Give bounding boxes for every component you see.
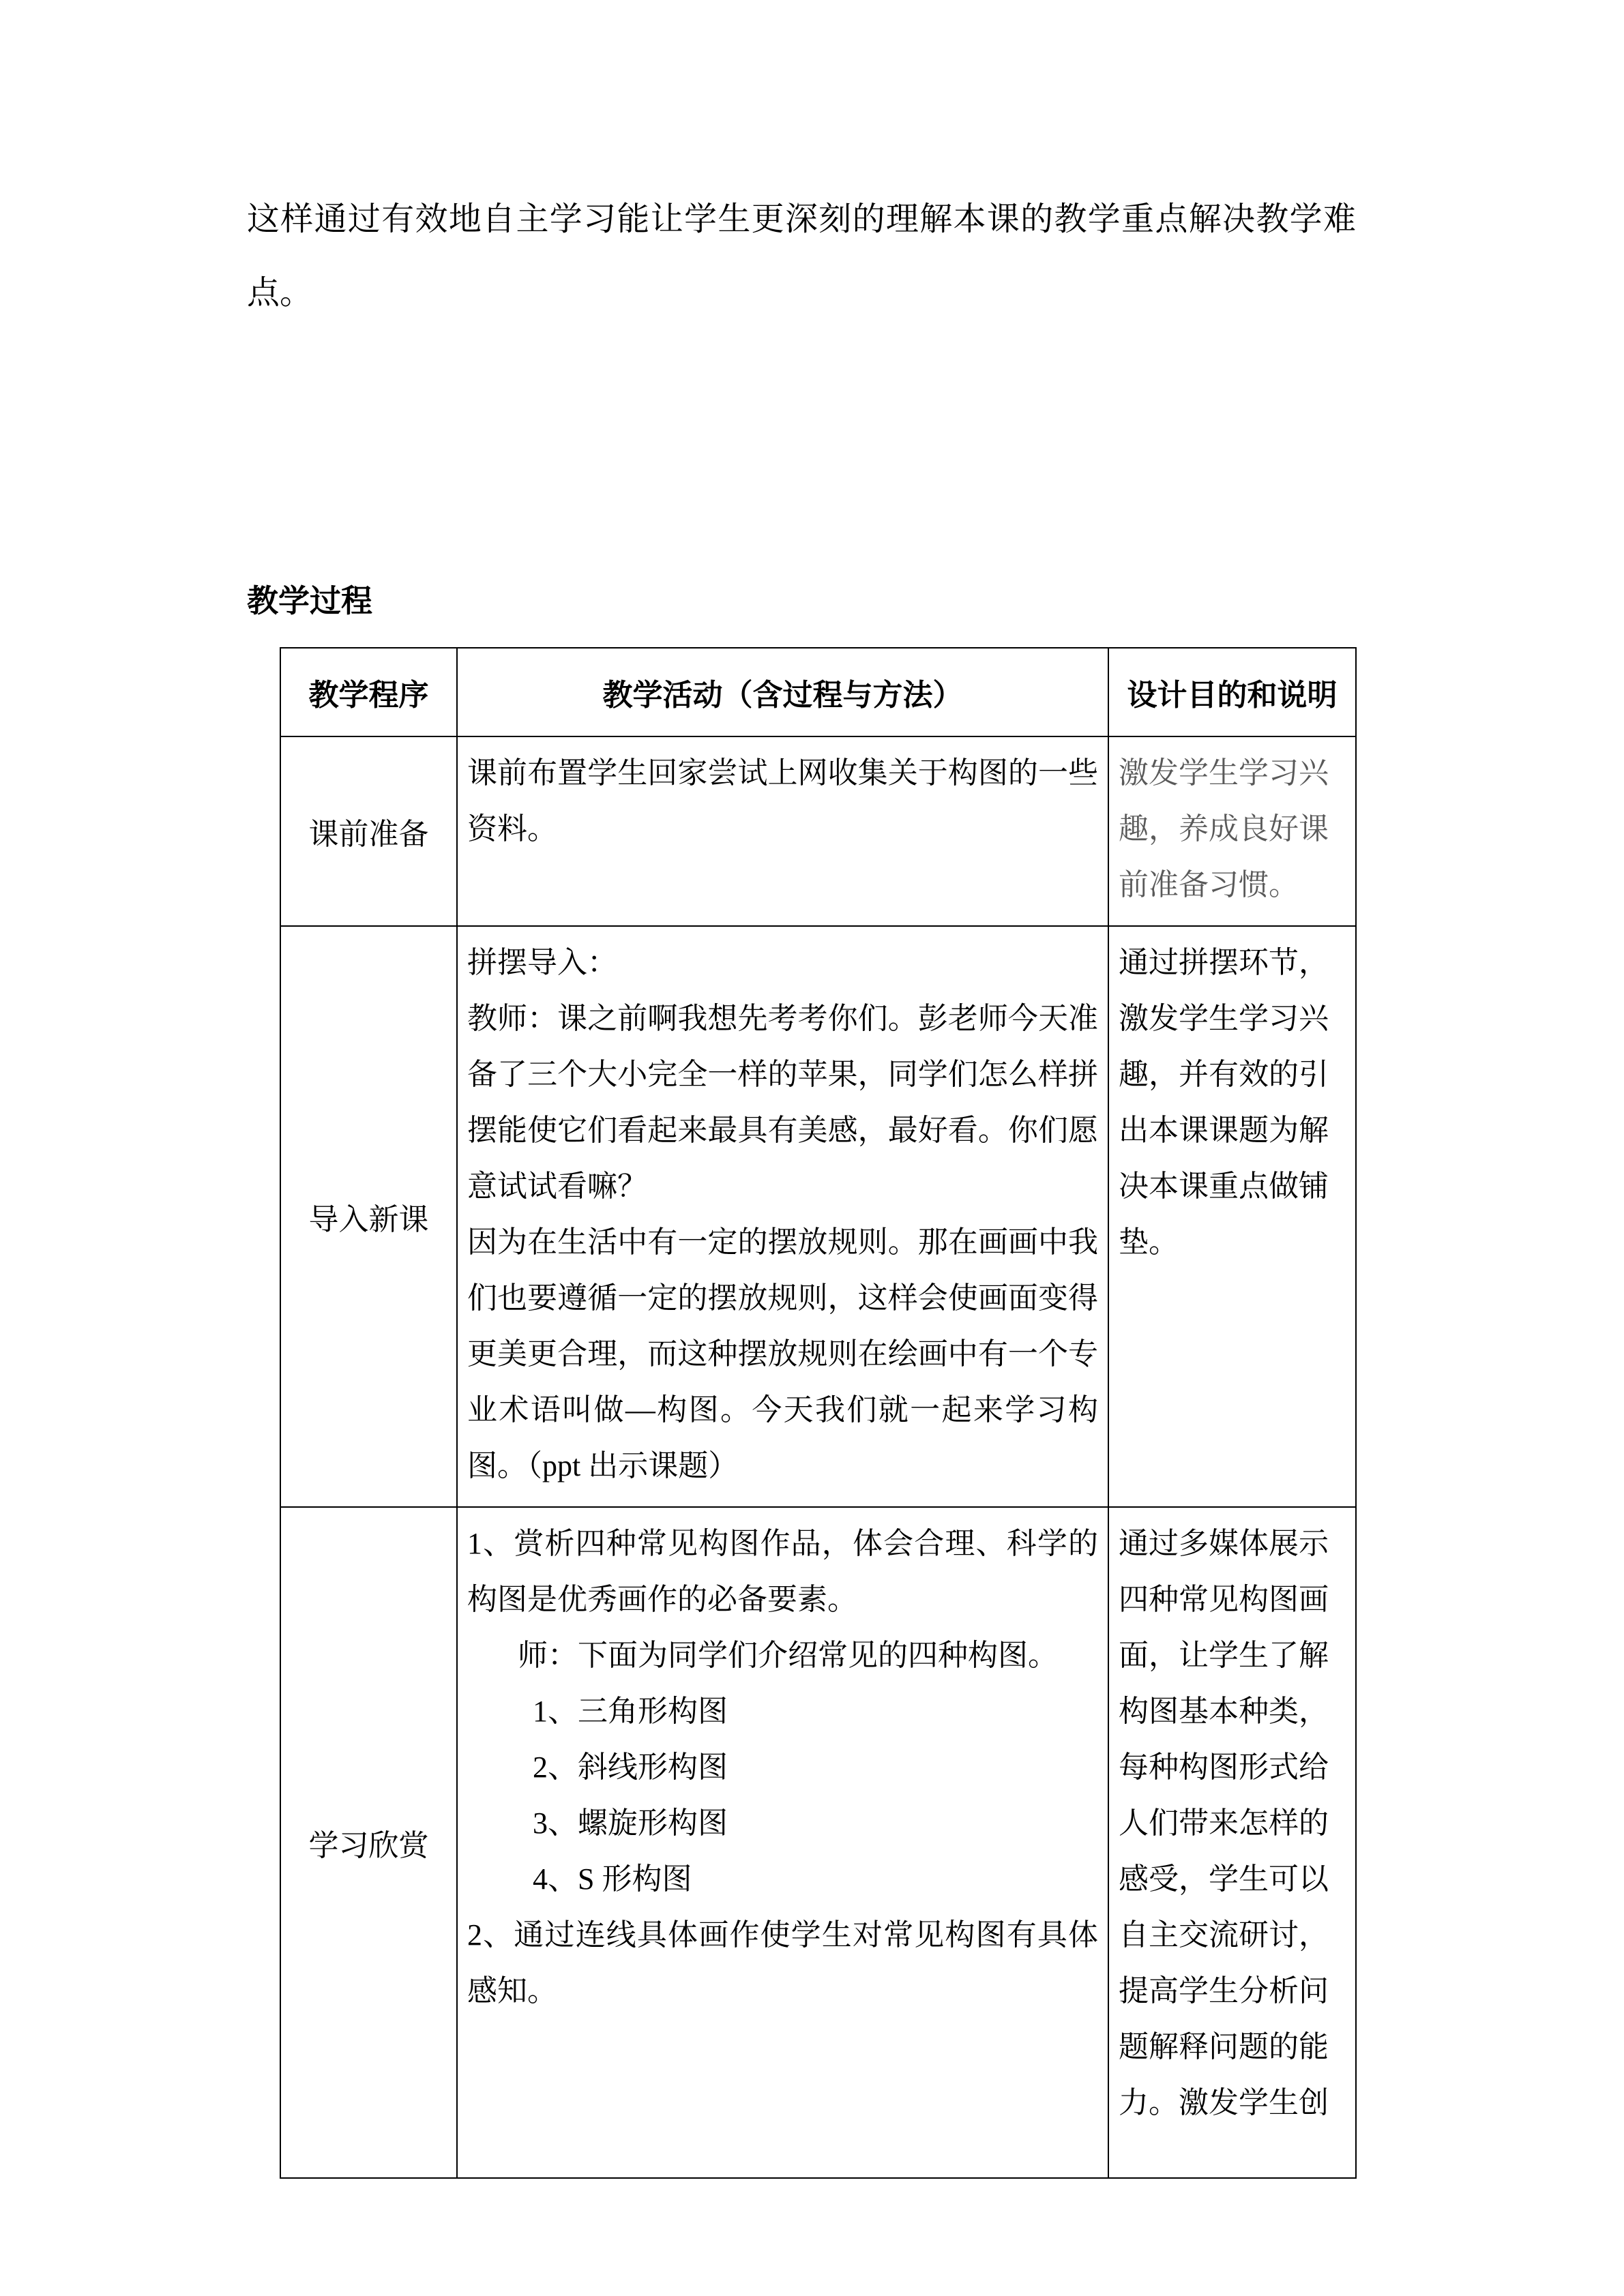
purpose-cell: [1108, 926, 1356, 1507]
stage-cell: 课前准备: [280, 736, 457, 926]
activity-cell: [457, 926, 1108, 1507]
purpose-paragraph: 激发学生学习兴趣，养成良好课前准备习惯。: [1119, 756, 1329, 901]
activity-list-item: 4、S 形构图: [533, 1862, 692, 1896]
activity-paragraph: 2、通过连线具体画作使学生对常见构图有具体感知。: [467, 1918, 1098, 2008]
activity-paragraph: 因为在生活中有一定的摆放规则。那在画画中我们也要遵循一定的摆放规则，这样会使画面变得更美更合理，而这种摆放规则在绘画中有一个专业术语叫做—构图。今天我们就一起来学习构图。（ppt 出示课题）: [467, 1225, 1098, 1482]
intro-paragraph: 这样通过有效地自主学习能让学生更深刻的理解本课的教学重点解决教学难点。: [247, 201, 1356, 311]
purpose-cell: [1108, 736, 1356, 926]
table-row-lead-in: [280, 926, 1356, 1507]
activity-list-item: 3、螺旋形构图: [533, 1806, 728, 1840]
activity-paragraph: 1、赏析四种常见构图作品，体会合理、科学的构图是优秀画作的必备要素。: [467, 1527, 1098, 1616]
column-header-stage: 教学程序: [280, 648, 457, 736]
stage-cell: 导入新课: [280, 926, 457, 1507]
column-header-activity: 教学活动（含过程与方法）: [457, 648, 1108, 736]
activity-cell: [457, 736, 1108, 926]
stage-cell: 学习欣赏: [280, 1507, 457, 2178]
activity-paragraph: 师：下面为同学们介绍常见的四种构图。: [518, 1639, 1058, 1672]
table-header-row: [280, 648, 1356, 736]
activity-cell: [457, 1507, 1108, 2178]
activity-paragraph: 拼摆导入：: [467, 946, 617, 979]
activity-paragraph: 教师：课之前啊我想先考考你们。彭老师今天准备了三个大小完全一样的苹果，同学们怎么样拼摆能使它们看起来最具有美感，最好看。你们愿意试试看嘛？: [467, 1002, 1098, 1203]
column-header-purpose: 设计目的和说明: [1108, 648, 1356, 736]
activity-list-item: 1、三角形构图: [533, 1695, 728, 1728]
purpose-paragraph: 通过多媒体展示四种常见构图画面，让学生了解构图基本种类，每种构图形式给人们带来怎样的感受，学生可以自主交流研讨，提高学生分析问题解释问题的能力。激发学生创: [1119, 1527, 1329, 2119]
section-title: 教学过程: [247, 583, 372, 618]
purpose-cell: [1108, 1507, 1356, 2178]
activity-paragraph: 课前布置学生回家尝试上网收集关于构图的一些资料。: [467, 756, 1098, 846]
table-row-appreciation: [280, 1507, 1356, 2178]
lesson-plan-table: [280, 647, 1357, 2179]
table-row-preparation: [280, 736, 1356, 926]
purpose-paragraph: 通过拼摆环节，激发学生学习兴趣，并有效的引出本课课题为解决本课重点做铺垫。: [1119, 946, 1329, 1259]
activity-list-item: 2、斜线形构图: [533, 1750, 728, 1784]
